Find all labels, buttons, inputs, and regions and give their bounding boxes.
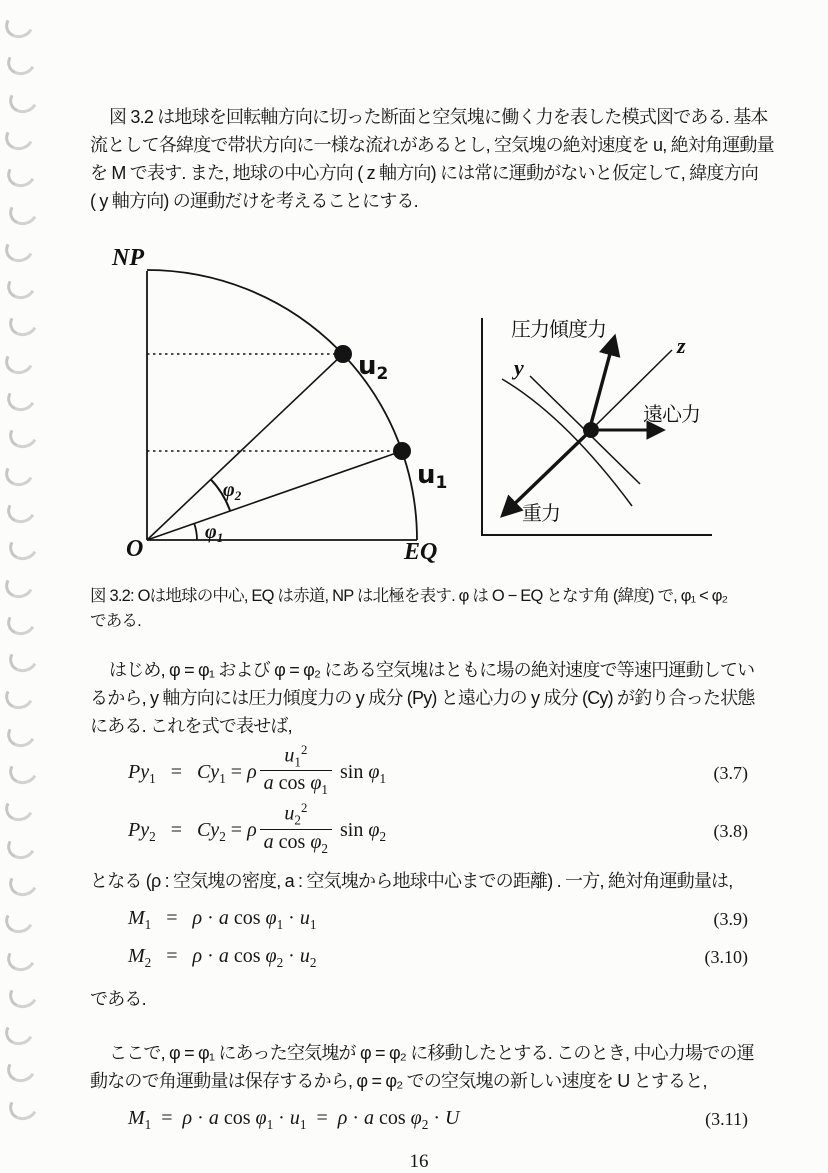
equation-3-7 xyxy=(90,743,748,800)
binding-hole xyxy=(4,717,40,751)
text-line: である. xyxy=(90,988,146,1009)
figure-3-2 xyxy=(90,243,748,580)
binding-hole xyxy=(2,1015,38,1049)
equation-number: (3.7) xyxy=(713,762,748,783)
radius-to-u1 xyxy=(147,451,402,540)
surface-curve xyxy=(502,379,632,506)
binding-hole xyxy=(4,157,40,191)
text-line: 流として各緯度で帯状方向に一様な流れがあるとし, 空気塊の絶対速度を u, 絶対角運動量 xyxy=(90,135,774,155)
air-parcel-dot-u1 xyxy=(393,442,411,460)
force-balance-diagram xyxy=(482,318,712,535)
binding-hole xyxy=(4,269,40,303)
equation-3-8 xyxy=(90,801,748,858)
z-axis-label: z xyxy=(677,333,686,358)
text-line: るから, y 軸方向には圧力傾度力の y 成分 (Py) と遠心力の y 成分 (Cy) が釣り合った状態 xyxy=(90,688,755,708)
equation-body: $M_2 = \rho \cdot a$ $\cos \varphi_2 \cdot u_2$ xyxy=(128,944,317,970)
equation-3-9 xyxy=(90,905,748,935)
text-line: を M で表す. また, 地球の中心方向 ( z 軸方向) には常に運動がないと仮定して, 緯度方向 xyxy=(90,163,758,183)
binding-hole xyxy=(6,195,42,229)
phi2-label: $\varphi_2$ xyxy=(223,479,242,503)
binding-hole xyxy=(4,493,40,527)
binding-hole xyxy=(2,8,38,42)
text-line: はじめ, φ = φ₁ および φ = φ₂ にある空気塊はともに場の絶対速度で等速円運動してい xyxy=(109,660,755,680)
phi1-label: $\varphi_1$ xyxy=(205,521,224,545)
y-axis-label: y xyxy=(514,355,524,380)
binding-hole xyxy=(6,530,42,564)
u1-label: u1 xyxy=(417,460,448,493)
equation-3-10 xyxy=(90,943,748,973)
text-line: にある. これを式で表せば, xyxy=(90,716,292,736)
binding-hole xyxy=(6,754,42,788)
equation-body: $Py_1 = Cy_1 = \rho$ $\frac{u_1^2}{a \cos \varphi_1}$ $\sin \varphi_1$ xyxy=(128,743,387,798)
figure-caption xyxy=(90,584,748,634)
equation-number: (3.10) xyxy=(704,947,748,968)
centrifugal-label: 遠心力 xyxy=(643,404,700,426)
text-line: ( y 軸方向) の運動だけを考えることにする. xyxy=(90,191,418,211)
text-line: 図 3.2 は地球を回転軸方向に切った断面と空気塊に働く力を表した模式図である. 基本 xyxy=(109,107,768,127)
equation-body: $M_1 = \rho \cdot a$ $\cos \varphi_1 \cdot u_1$ xyxy=(128,906,317,932)
equation-3-11 xyxy=(90,1105,748,1135)
text-line: となる (ρ : 空気塊の密度, a : 空気塊から地球中心までの距離) . 一方, 絶対角運動量は, xyxy=(90,870,733,891)
binding-hole xyxy=(2,456,38,490)
equation-body: $Py_2 = Cy_2 = \rho$ $\frac{u_2^2}{a \cos \varphi_2}$ $\sin \varphi_2$ xyxy=(128,801,387,856)
north-pole-label: NP xyxy=(112,245,144,271)
pressure-gradient-label: 圧力傾度力 xyxy=(511,319,606,341)
binding-hole xyxy=(2,232,38,266)
u2-label: u2 xyxy=(358,351,389,384)
binding-hole xyxy=(6,978,42,1012)
binding-hole xyxy=(2,791,38,825)
binding-hole xyxy=(2,120,38,154)
binding-hole xyxy=(2,903,38,937)
text-line: 動なので角運動量は保存するから, φ = φ₂ での空気塊の新しい速度を U とすると, xyxy=(90,1070,707,1091)
binding-hole xyxy=(6,83,42,117)
binding-hole xyxy=(4,941,40,975)
earth-surface-arc xyxy=(147,270,417,540)
page-content xyxy=(90,103,774,1173)
binding-hole xyxy=(2,680,38,714)
caption-line: である. xyxy=(90,612,141,630)
gravity-arrow xyxy=(504,434,587,514)
paragraph-conservation xyxy=(90,1039,754,1095)
equation-number: (3.11) xyxy=(705,1109,748,1130)
gravity-label: 重力 xyxy=(522,503,560,525)
origin-label: O xyxy=(126,536,144,562)
binding-hole xyxy=(6,307,42,341)
binding-hole xyxy=(6,642,42,676)
binding-hole xyxy=(4,45,40,79)
binding-hole xyxy=(4,381,40,415)
radius-to-u2 xyxy=(147,354,343,540)
caption-line: 図 3.2: Oは地球の中心, EQ は赤道, NP は北極を表す. φ は O − EQ となす角 (緯度) で, φ₁ < φ₂ xyxy=(90,587,728,605)
equation-body: $M_1 = \rho \cdot a$ $\cos \varphi_1 \cdot u_1 = \rho \cdot a$ $\cos \varphi_2 \cdot U$ xyxy=(128,1106,460,1132)
binding-hole xyxy=(4,829,40,863)
binding-hole xyxy=(6,418,42,452)
equation-number: (3.9) xyxy=(713,909,748,930)
binding-hole xyxy=(4,605,40,639)
figure-3-2-drawing xyxy=(90,243,750,575)
binding-hole xyxy=(4,1053,40,1087)
paragraph-balance xyxy=(90,656,755,740)
text-line: ここで, φ = φ₁ にあった空気塊が φ = φ₂ に移動したとする. このとき, 中心力場での運 xyxy=(109,1042,754,1063)
binding-hole xyxy=(6,1090,42,1124)
page-number: 16 xyxy=(409,1150,429,1172)
binding-hole xyxy=(2,568,38,602)
air-parcel-dot xyxy=(583,422,599,438)
binding-hole xyxy=(2,344,38,378)
phi1-angle-arc xyxy=(194,524,197,541)
equator-label: EQ xyxy=(404,539,438,565)
paragraph-intro xyxy=(90,103,774,215)
text-between-equations xyxy=(90,867,748,895)
binding-hole xyxy=(6,866,42,900)
earth-cross-section-diagram xyxy=(111,245,447,565)
text-dearu xyxy=(90,985,748,1013)
air-parcel-dot-u2 xyxy=(334,345,352,363)
equation-number: (3.8) xyxy=(713,821,748,842)
spiral-binding-holes xyxy=(0,0,46,1167)
